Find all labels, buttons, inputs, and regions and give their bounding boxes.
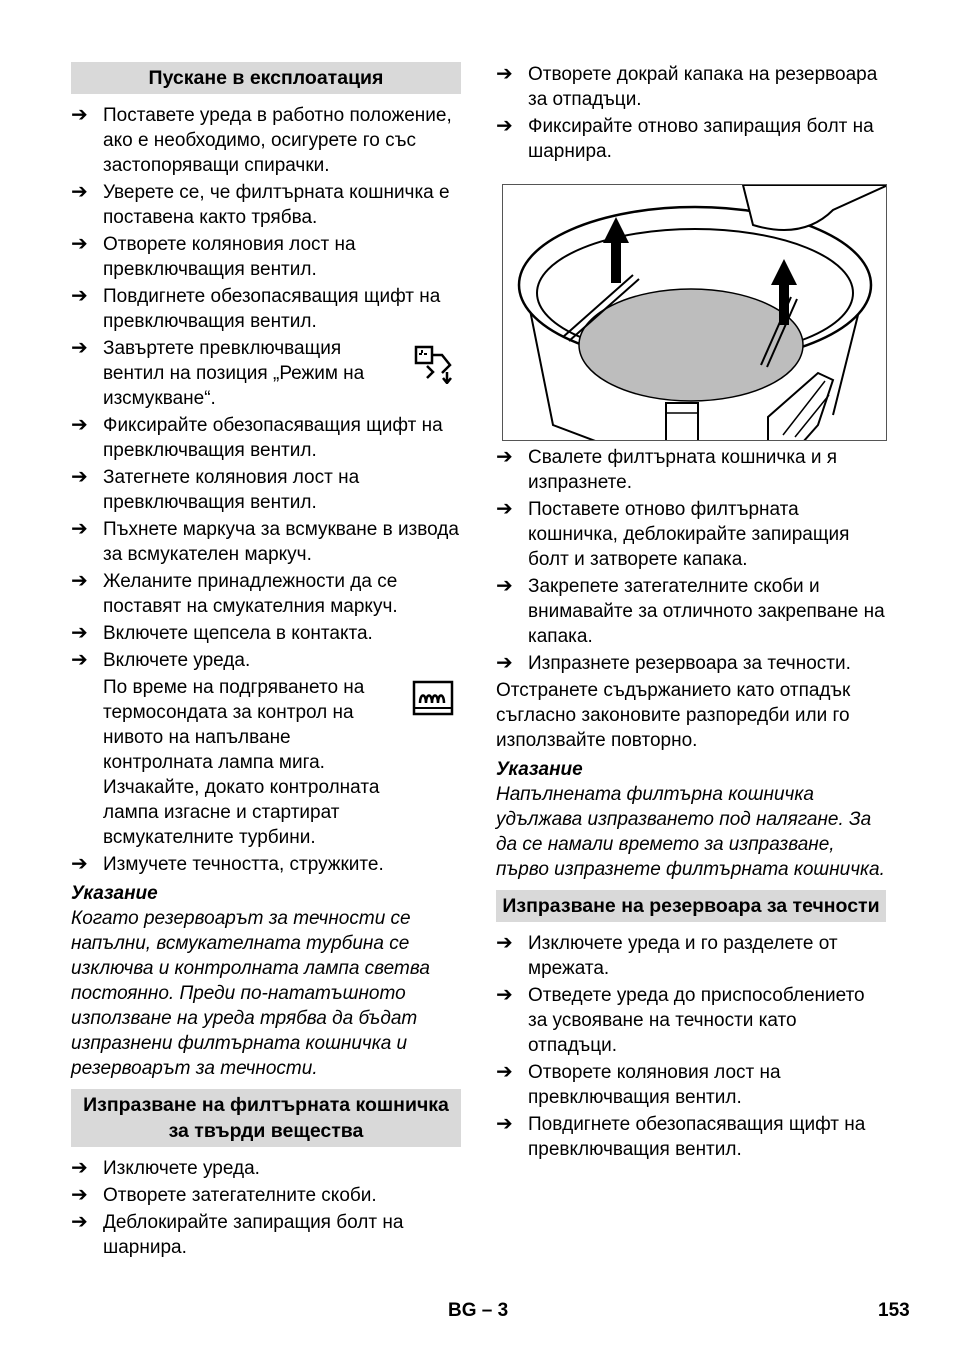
step-item: ➔ Отворете докрай капака на резервоара за отпадъци.: [496, 63, 878, 110]
step-item: ➔ Свалете филтърната кошничка и я изпразнете.: [496, 446, 838, 493]
step-item: ➔ Измучете течността, стружките.: [71, 853, 384, 875]
step-item: ➔ Изключете уреда.: [71, 1157, 260, 1179]
arrow-icon: ➔: [496, 115, 513, 137]
arrow-icon: ➔: [71, 181, 88, 203]
step-item: ➔ Отворете затегателните скоби.: [71, 1184, 377, 1206]
steps-list: [71, 852, 461, 877]
arrow-icon: ➔: [496, 1061, 513, 1083]
arrow-icon: ➔: [496, 984, 513, 1006]
arrow-icon: ➔: [496, 932, 513, 954]
step-item: ➔ Желаните принадлежности да се поставят на смукателния маркуч.: [71, 570, 398, 617]
steps-list: [71, 103, 461, 673]
step-item: ➔ Поставете отново филтърната кошничка, деблокирайте запиращия болт и затворете капака.: [496, 498, 850, 570]
steps-list: [496, 62, 886, 164]
step-item: ➔ Повдигнете обезопасяващия щифт на превключващия вентил.: [71, 285, 441, 332]
step-item: ➔ Отворете коляновия лост на превключващия вентил.: [496, 1061, 781, 1108]
step-item: ➔ Включете уреда.: [71, 649, 251, 671]
arrow-icon: ➔: [71, 1157, 88, 1179]
arrow-icon: ➔: [496, 498, 513, 520]
steps-list: [496, 445, 886, 676]
suction-mode-icon: [413, 342, 457, 384]
step-item: ➔ Фиксирайте отново запиращия болт на шарнира.: [496, 115, 874, 162]
steps-list: [496, 931, 886, 1162]
step-item: ➔ Изключете уреда и го разделете от мрежата.: [496, 932, 838, 979]
section-heading-start-up: Пускане в експлоатация: [71, 62, 461, 94]
disposal-paragraph: Отстранете съдържанието като отпадък съгласно законовите разпоредби или го използвайте повторно.: [496, 680, 851, 751]
arrow-icon: ➔: [71, 1184, 88, 1206]
left-column: [71, 62, 461, 1262]
note-text: Когато резервоарът за течности се напълни, всмукателната турбина се изключва и контролната лампа светва постоянно. Преди по-нататъшното използване на уреда трябва да бъдат изпразнени филтърната кошничка и резервоарът за течности.: [71, 908, 430, 1079]
footer-lang: BG: [448, 1300, 477, 1321]
right-column: [496, 62, 886, 1164]
note-title: Указание: [496, 759, 583, 780]
step-item: ➔ Фиксирайте обезопасяващия щифт на превключващия вентил.: [71, 414, 443, 461]
note-text: Напълнената филтърна кошничка удължава изпразването под налягане. За да се намали времето за изпразване, първо изпразнете филтърната кошничка.: [496, 784, 885, 880]
footer-section-label: [448, 1298, 508, 1323]
step-item: ➔ Отворете коляновия лост на превключващия вентил.: [71, 233, 356, 280]
step-item: ➔ Уверете се, че филтърната кошничка е поставена както трябва.: [71, 181, 450, 228]
arrow-icon: ➔: [71, 853, 88, 875]
heating-info-paragraph: По време на подгряването на термосондата за контрол на нивото на напълване контролната лампа мига. Изчакайте, докато контролната лампа изгасне и стартират всмукателните турбини.: [71, 675, 461, 850]
step-item: ➔ Повдигнете обезопасяващия щифт на превключващия вентил.: [496, 1113, 866, 1160]
footer-section-page: – 3: [481, 1300, 509, 1321]
step-item: ➔ Отведете уреда до приспособлението за усвояване на течности като отпадъци.: [496, 984, 865, 1056]
arrow-icon: ➔: [71, 1211, 88, 1233]
arrow-icon: ➔: [496, 63, 513, 85]
step-item-with-icon: ➔ Завъртете превключващия вентил на позиция „Режим на изсмукване“.: [71, 336, 461, 411]
arrow-icon: ➔: [496, 575, 513, 597]
arrow-icon: ➔: [71, 570, 88, 592]
step-item: ➔ Закрепете затегателните скоби и внимавайте за отличното закрепване на капака.: [496, 575, 885, 647]
arrow-icon: ➔: [71, 518, 88, 540]
heater-lamp-icon: [411, 679, 455, 721]
arrow-icon: ➔: [71, 233, 88, 255]
arrow-icon: ➔: [71, 414, 88, 436]
arrow-icon: ➔: [71, 285, 88, 307]
step-item: ➔ Включете щепсела в контакта.: [71, 622, 373, 644]
arrow-icon: ➔: [71, 622, 88, 644]
arrow-icon: ➔: [71, 337, 88, 359]
arrow-icon: ➔: [71, 649, 88, 671]
arrow-icon: ➔: [71, 104, 88, 126]
step-item: ➔ Деблокирайте запиращия болт на шарнира.: [71, 1211, 404, 1258]
steps-list: [71, 1156, 461, 1260]
step-item: ➔ Затегнете коляновия лост на превключващия вентил.: [71, 466, 360, 513]
filter-basket-illustration: [502, 184, 887, 441]
page-number: 153: [878, 1300, 910, 1321]
arrow-icon: ➔: [496, 652, 513, 674]
section-heading-empty-filter-basket: Изпразване на филтърната кошничка за твърди вещества: [71, 1089, 461, 1147]
arrow-icon: ➔: [71, 466, 88, 488]
tank-drawing: [503, 185, 887, 441]
section-heading-empty-liquid-tank: Изпразване на резервоара за течности: [496, 890, 886, 922]
step-item: ➔ Поставете уреда в работно положение, ако е необходимо, осигурете го със застопоряващи спирачки.: [71, 104, 452, 176]
step-item: ➔ Пъхнете маркуча за всмукване в извода за всмукателен маркуч.: [71, 518, 459, 565]
arrow-icon: ➔: [496, 1113, 513, 1135]
note-title: Указание: [71, 883, 158, 904]
arrow-icon: ➔: [496, 446, 513, 468]
step-item: ➔ Изпразнете резервоара за течности.: [496, 652, 851, 674]
